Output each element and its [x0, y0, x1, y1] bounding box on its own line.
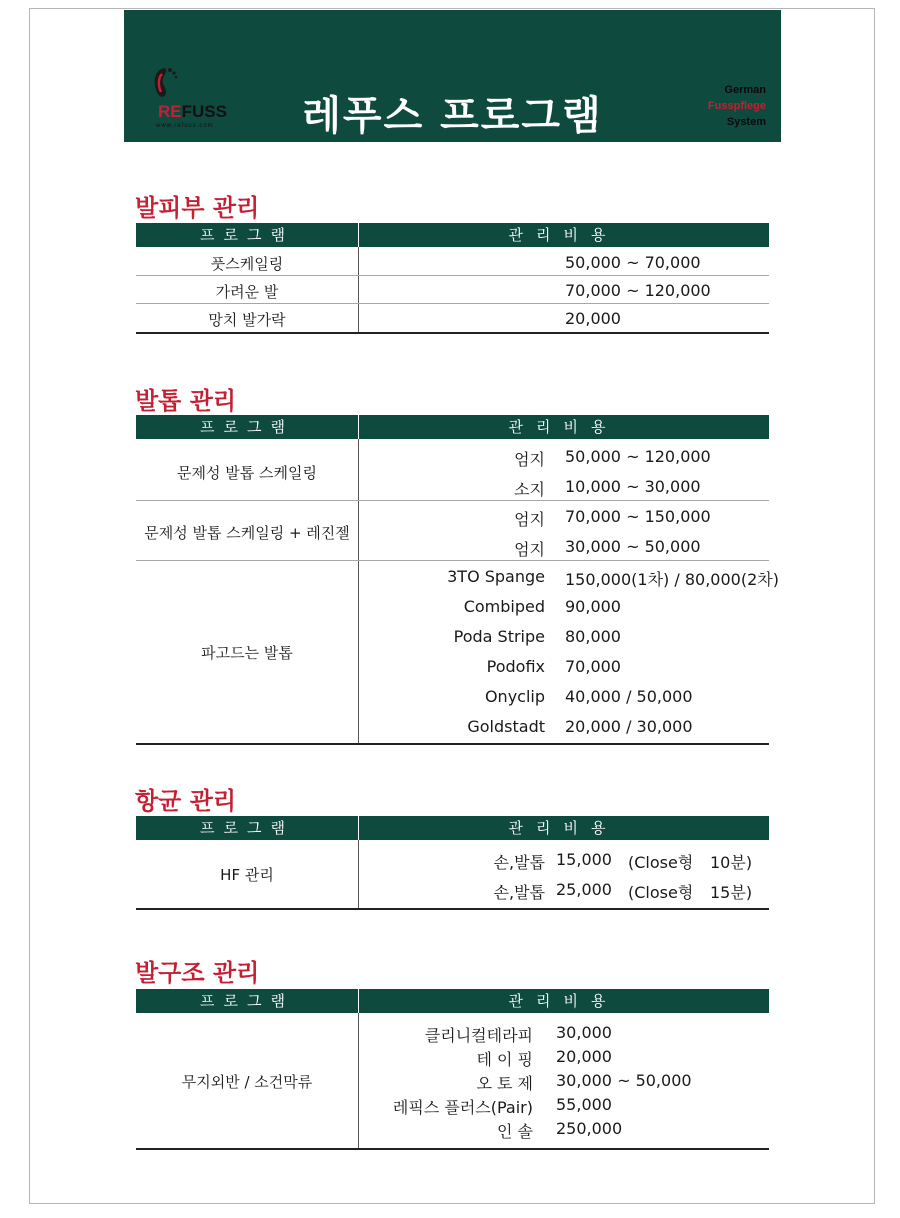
item-price: 250,000 [556, 1119, 623, 1138]
item-name: 엄지 [514, 540, 545, 559]
structure-table [136, 1013, 769, 1150]
item-name: Onyclip [484, 687, 545, 706]
item-name: 엄지 [514, 450, 545, 469]
item-name: 오 토 제 [476, 1074, 533, 1093]
item-price: 30,000 ~ 50,000 [556, 1071, 692, 1090]
section-title-nail: 발톱 관리 [135, 387, 237, 415]
row-label: 무지외반 / 소건막류 [181, 1073, 313, 1091]
row-price: 20,000 [565, 309, 621, 328]
header-banner [124, 10, 781, 142]
item-name: Combiped [463, 597, 545, 616]
table-header: 프로그램 관리비용 [136, 223, 769, 247]
table-header: 프로그램 관리비용 [136, 816, 769, 840]
item-price: 30,000 [556, 1023, 612, 1042]
item-name: Goldstadt [467, 717, 545, 736]
section-title-skin: 발피부 관리 [135, 194, 260, 222]
skin-table [136, 247, 769, 334]
item-name: 손,발톱 [493, 853, 545, 872]
item-name: 클리니컬테라피 [424, 1026, 533, 1045]
nail-table [136, 439, 779, 745]
item-price: 70,000 [565, 657, 621, 676]
item-price: 40,000 / 50,000 [565, 687, 693, 706]
row-label: 파고드는 발톱 [201, 644, 293, 662]
row-label: 문제성 발톱 스케일링 [177, 464, 317, 482]
item-name: 엄지 [514, 510, 545, 529]
item-price: 25,000 [556, 880, 612, 899]
antibacterial-table [136, 840, 769, 910]
logo-url: www.refuss.com [156, 123, 214, 129]
item-note: (Close형 [628, 883, 694, 902]
brand-tagline: German Fusspflege System [707, 84, 766, 128]
item-price: 150,000(1차) / 80,000(2차) [565, 570, 779, 589]
item-name: 인 솔 [497, 1122, 533, 1141]
item-price: 20,000 [556, 1047, 612, 1066]
item-name: 손,발톱 [493, 883, 545, 902]
item-note: (Close형 [628, 853, 694, 872]
table-header: 프로그램 관리비용 [136, 415, 769, 439]
row-label: HF 관리 [220, 866, 274, 884]
row-label: 풋스케일링 [210, 255, 284, 273]
section-title-structure: 발구조 관리 [135, 959, 260, 987]
row-price: 70,000 ~ 120,000 [565, 281, 711, 300]
page-title: 레푸스 프로그램 [302, 93, 603, 139]
item-name: 소지 [514, 480, 545, 499]
row-label: 망치 발가락 [208, 311, 286, 329]
row-label: 가려운 발 [215, 283, 279, 301]
logo-wordmark: REFUSS [158, 102, 227, 121]
item-time: 15분) [710, 883, 753, 902]
item-price: 30,000 ~ 50,000 [565, 537, 701, 556]
item-name: 3TO Spange [447, 567, 545, 586]
item-price: 90,000 [565, 597, 621, 616]
row-price: 50,000 ~ 70,000 [565, 253, 701, 272]
item-price: 55,000 [556, 1095, 612, 1114]
item-price: 10,000 ~ 30,000 [565, 477, 701, 496]
row-label: 문제성 발톱 스케일링 + 레진젤 [144, 524, 350, 542]
item-price: 15,000 [556, 850, 612, 869]
section-title-antibacterial: 항균 관리 [135, 787, 237, 815]
item-price: 20,000 / 30,000 [565, 717, 693, 736]
item-name: Podofix [486, 657, 545, 676]
item-name: 테 이 핑 [476, 1050, 533, 1069]
table-header: 프로그램 관리비용 [136, 989, 769, 1013]
item-price: 70,000 ~ 150,000 [565, 507, 711, 526]
item-name: 레픽스 플러스(Pair) [392, 1098, 533, 1117]
item-price: 50,000 ~ 120,000 [565, 447, 711, 466]
item-price: 80,000 [565, 627, 621, 646]
item-name: Poda Stripe [453, 627, 545, 646]
item-time: 10분) [710, 853, 753, 872]
